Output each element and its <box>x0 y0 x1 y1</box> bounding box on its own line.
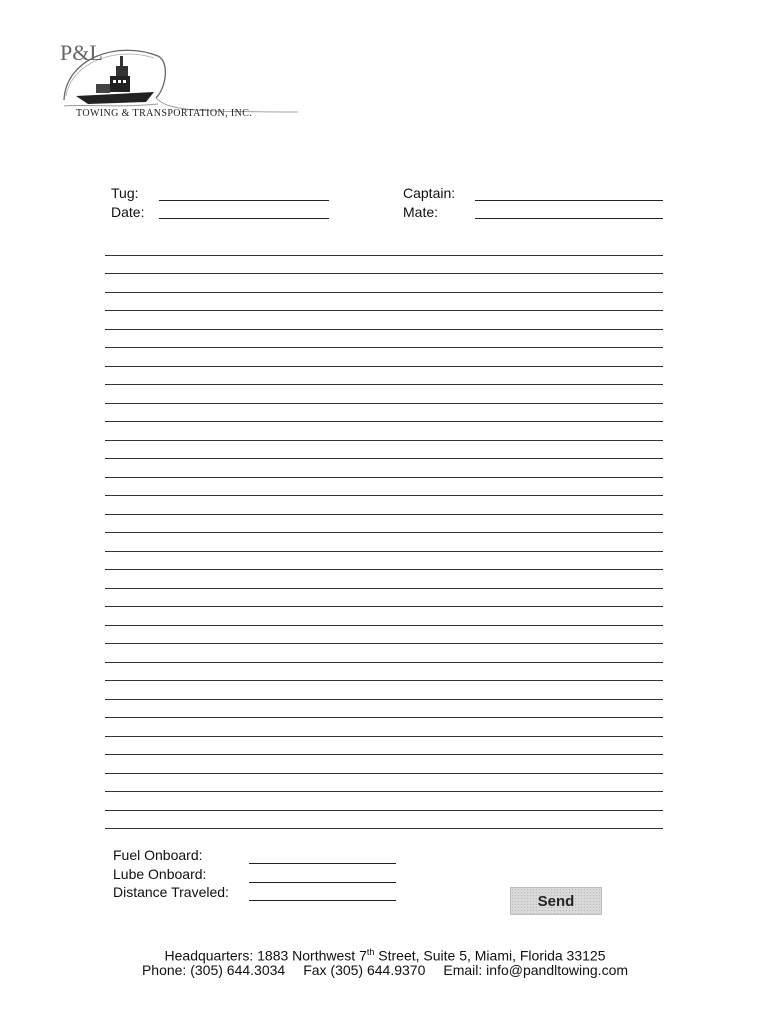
note-line[interactable] <box>105 514 663 515</box>
captain-label: Captain: <box>403 185 456 201</box>
logo-company-name: TOWING & TRANSPORTATION, INC. <box>76 108 253 119</box>
captain-field[interactable] <box>475 200 663 201</box>
fuel-onboard-label: Fuel Onboard: <box>113 847 203 863</box>
note-line[interactable] <box>105 717 663 718</box>
send-button[interactable]: Send <box>510 887 602 915</box>
footer-contact <box>0 961 770 979</box>
distance-traveled-label: Distance Traveled: <box>113 884 229 900</box>
note-line[interactable] <box>105 773 663 774</box>
note-line[interactable] <box>105 736 663 737</box>
note-line[interactable] <box>105 421 663 422</box>
lube-onboard-field[interactable] <box>249 882 396 883</box>
note-line[interactable] <box>105 329 663 330</box>
tug-label: Tug: <box>111 185 139 201</box>
hq-suffix: Street, Suite 5, Miami, Florida 33125 <box>374 947 606 964</box>
note-line[interactable] <box>105 310 663 311</box>
note-line[interactable] <box>105 828 663 829</box>
date-field[interactable] <box>159 218 329 219</box>
note-line[interactable] <box>105 588 663 589</box>
date-label: Date: <box>111 204 145 220</box>
hq-prefix: Headquarters: 1883 Northwest 7 <box>164 947 367 964</box>
note-line[interactable] <box>105 680 663 681</box>
footer-phone: Phone: (305) 644.3034 <box>141 962 286 978</box>
note-line[interactable] <box>105 255 663 256</box>
note-line[interactable] <box>105 643 663 644</box>
tug-field[interactable] <box>159 200 329 201</box>
note-line[interactable] <box>105 551 663 552</box>
note-line[interactable] <box>105 440 663 441</box>
company-logo <box>58 38 308 122</box>
note-line[interactable] <box>105 384 663 385</box>
note-line[interactable] <box>105 569 663 570</box>
footer-fax: Fax (305) 644.9370 <box>303 962 426 978</box>
note-line[interactable] <box>105 273 663 274</box>
fuel-onboard-field[interactable] <box>249 863 396 864</box>
distance-traveled-field[interactable] <box>249 900 396 901</box>
note-line[interactable] <box>105 606 663 607</box>
mate-label: Mate: <box>403 204 439 220</box>
hq-sup: th <box>366 947 375 957</box>
note-line[interactable] <box>105 662 663 663</box>
note-line[interactable] <box>105 699 663 700</box>
tugboat-logo-graphic <box>58 38 308 122</box>
logo-initials: P&L <box>60 40 103 65</box>
note-line[interactable] <box>105 532 663 533</box>
note-line[interactable] <box>105 403 663 404</box>
note-line[interactable] <box>105 292 663 293</box>
footer-email[interactable]: Email: info@pandltowing.com <box>443 962 629 978</box>
note-line[interactable] <box>105 366 663 367</box>
lube-onboard-label: Lube Onboard: <box>113 866 207 882</box>
mate-field[interactable] <box>475 218 663 219</box>
note-line[interactable] <box>105 458 663 459</box>
note-line[interactable] <box>105 754 663 755</box>
note-line[interactable] <box>105 791 663 792</box>
note-line[interactable] <box>105 810 663 811</box>
note-line[interactable] <box>105 477 663 478</box>
note-line[interactable] <box>105 625 663 626</box>
note-line[interactable] <box>105 347 663 348</box>
note-line[interactable] <box>105 495 663 496</box>
